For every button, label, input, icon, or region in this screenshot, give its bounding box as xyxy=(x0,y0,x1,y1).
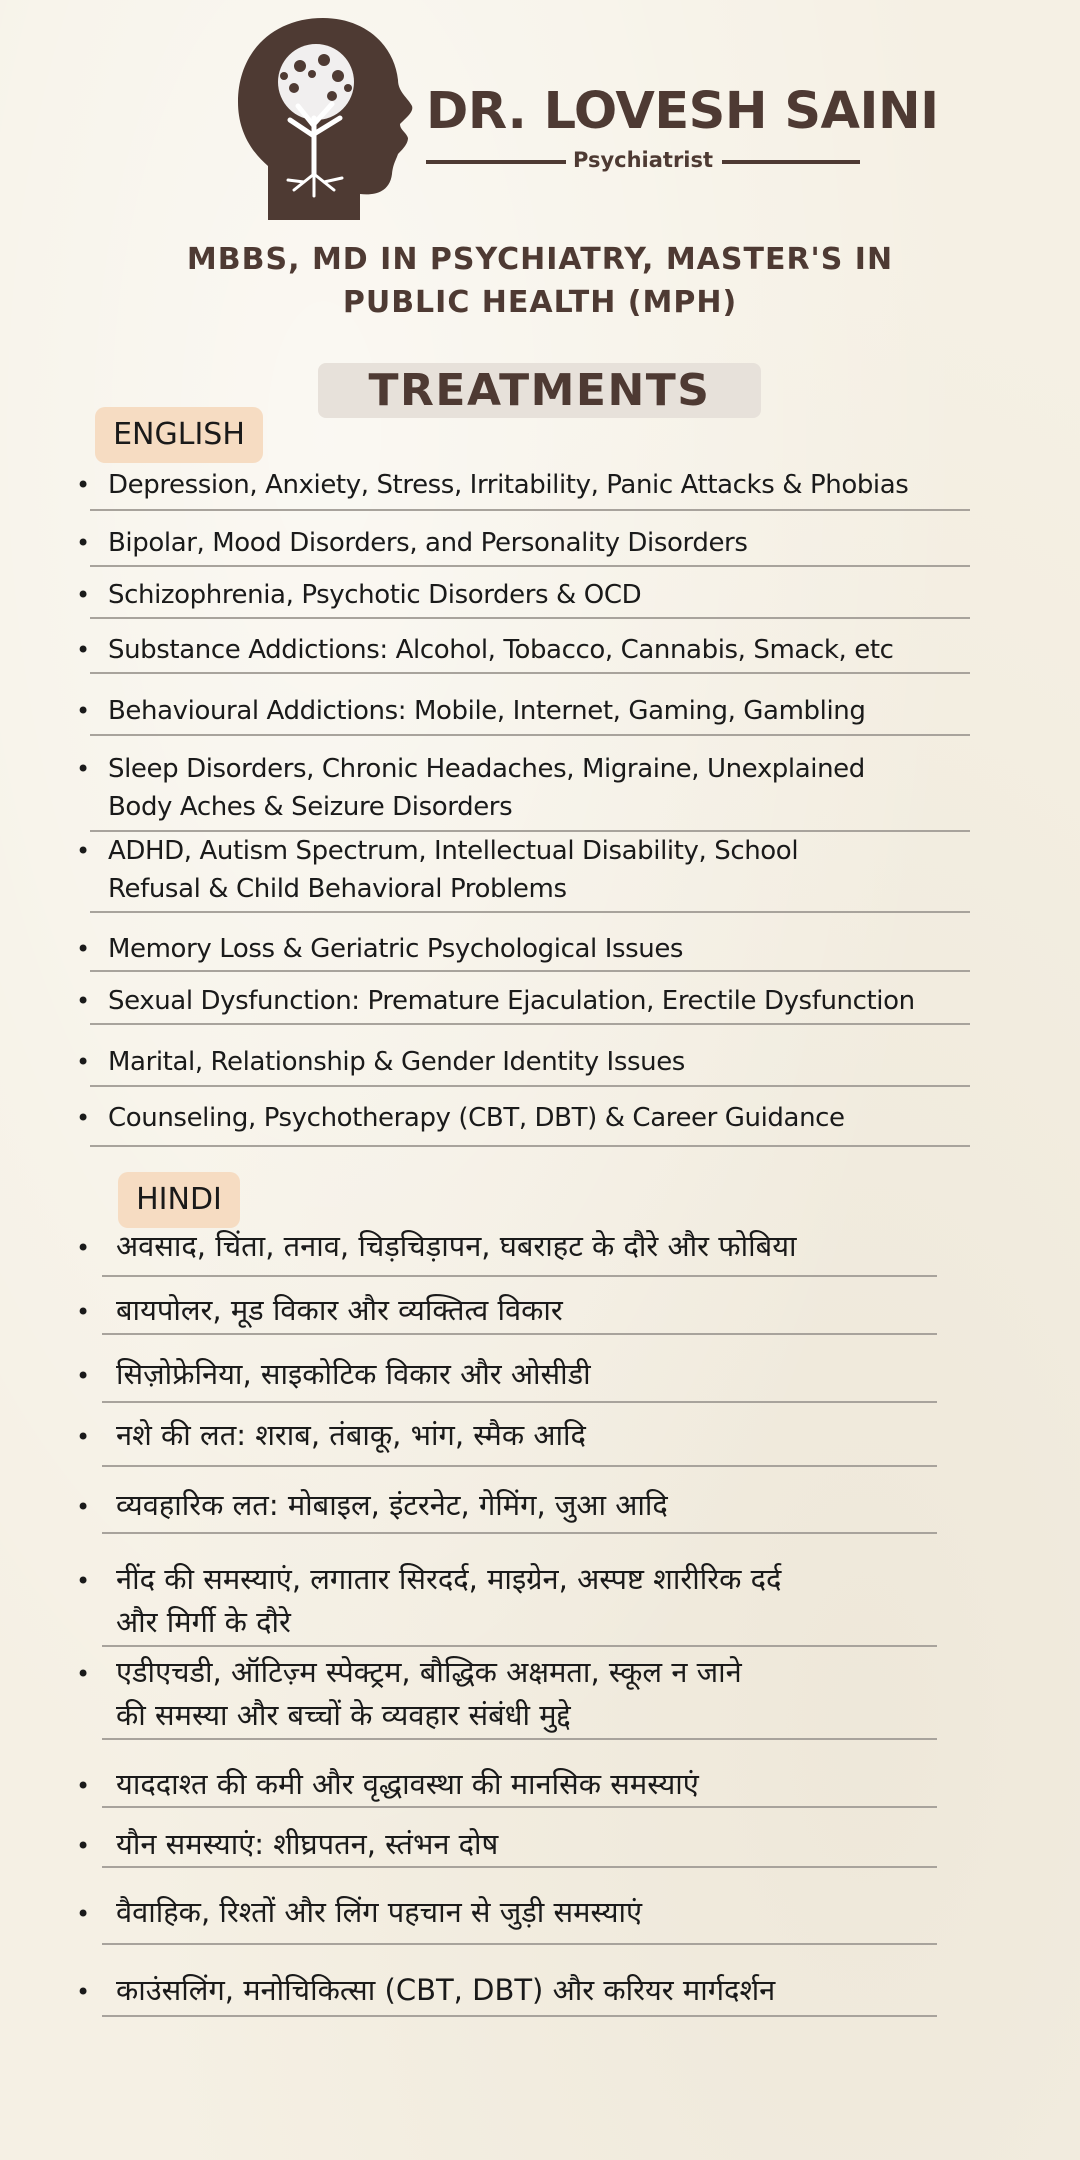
bullet-icon: • xyxy=(76,987,91,1015)
doctor-name: DR. LOVESH SAINI xyxy=(426,82,939,141)
treatment-item xyxy=(76,1891,937,1945)
bullet-icon: • xyxy=(76,1832,91,1860)
bullet-icon: • xyxy=(76,1493,91,1521)
bullet-icon: • xyxy=(76,1567,91,1595)
treatment-item xyxy=(76,692,970,736)
treatment-text: काउंसलिंग, मनोचिकित्सा (CBT, DBT) और करियर मार्गदर्शन xyxy=(116,1973,776,2007)
treatment-text: एडीएचडी, ऑटिज़्म स्पेक्ट्रम, बौद्धिक अक्षमता, स्कूल न जाने xyxy=(116,1655,742,1689)
treatment-item xyxy=(76,930,970,972)
treatment-text: नींद की समस्याएं, लगातार सिरदर्द, माइग्रेन, अस्पष्ट शारीरिक दर्द xyxy=(116,1562,782,1596)
treatment-text: Sexual Dysfunction: Premature Ejaculation, Erectile Dysfunction xyxy=(108,986,915,1016)
hindi-label: HINDI xyxy=(118,1172,240,1228)
bullet-icon: • xyxy=(76,1362,91,1390)
treatment-text: बायपोलर, मूड विकार और व्यक्तित्व विकार xyxy=(116,1293,563,1327)
treatment-item xyxy=(76,982,970,1025)
bullet-icon: • xyxy=(76,1234,91,1262)
bullet-icon: • xyxy=(76,837,91,865)
treatment-item xyxy=(76,832,970,913)
treatment-item xyxy=(76,1225,937,1277)
treatment-item xyxy=(76,1353,937,1403)
treatment-text: अवसाद, चिंता, तनाव, चिड़चिड़ापन, घबराहट के दौरे और फोबिया xyxy=(116,1229,797,1263)
treatment-item xyxy=(76,466,970,511)
qualifications xyxy=(60,238,1020,324)
treatment-text: Body Aches & Seizure Disorders xyxy=(108,792,513,822)
treatment-text: यौन समस्याएं: शीघ्रपतन, स्तंभन दोष xyxy=(116,1827,499,1861)
treatment-item xyxy=(76,1558,937,1647)
treatment-item xyxy=(76,1484,937,1534)
qualifications-line: PUBLIC HEALTH (MPH) xyxy=(342,285,738,320)
treatment-text: Bipolar, Mood Disorders, and Personality Disorders xyxy=(108,528,748,558)
english-label: ENGLISH xyxy=(95,407,263,463)
treatment-text: की समस्या और बच्चों के व्यवहार संबंधी मुद्दे xyxy=(116,1698,571,1732)
treatment-text: Behavioural Addictions: Mobile, Internet, Gaming, Gambling xyxy=(108,696,866,726)
doctor-title-text: Psychiatrist xyxy=(572,148,714,172)
bullet-icon: • xyxy=(76,1423,91,1451)
bullet-icon: • xyxy=(76,636,91,664)
treatment-text: वैवाहिक, रिश्तों और लिंग पहचान से जुड़ी समस्याएं xyxy=(116,1895,643,1929)
treatment-item xyxy=(76,1651,937,1740)
treatment-text: Substance Addictions: Alcohol, Tobacco, Cannabis, Smack, etc xyxy=(108,635,894,665)
treatment-text: याददाश्त की कमी और वृद्धावस्था की मानसिक समस्याएं xyxy=(116,1767,699,1801)
treatment-text: और मिर्गी के दौरे xyxy=(116,1605,291,1639)
bullet-icon: • xyxy=(76,755,91,783)
treatment-item xyxy=(76,524,970,567)
bullet-icon: • xyxy=(76,1772,91,1800)
bullet-icon: • xyxy=(76,935,91,963)
bullet-icon: • xyxy=(76,697,91,725)
divider xyxy=(722,160,860,164)
bullet-icon: • xyxy=(76,471,91,499)
treatment-text: Memory Loss & Geriatric Psychological Issues xyxy=(108,934,684,964)
treatment-item xyxy=(76,750,970,832)
treatment-text: Marital, Relationship & Gender Identity Issues xyxy=(108,1047,685,1077)
treatment-item xyxy=(76,1969,937,2017)
treatment-item xyxy=(76,631,970,674)
treatment-text: सिज़ोफ्रेनिया, साइकोटिक विकार और ओसीडी xyxy=(116,1357,591,1391)
treatment-item xyxy=(76,1099,970,1147)
bullet-icon: • xyxy=(76,1048,91,1076)
treatment-item xyxy=(76,1289,937,1335)
bullet-icon: • xyxy=(76,581,91,609)
treatment-text: ADHD, Autism Spectrum, Intellectual Disability, School xyxy=(108,836,799,866)
bullet-icon: • xyxy=(76,1104,91,1132)
bullet-icon: • xyxy=(76,1298,91,1326)
treatment-item xyxy=(76,1763,937,1808)
section-title-text: TREATMENTS xyxy=(368,365,711,416)
treatment-text: Schizophrenia, Psychotic Disorders & OCD xyxy=(108,580,642,610)
treatment-text: Counseling, Psychotherapy (CBT, DBT) & Career Guidance xyxy=(108,1103,845,1133)
bullet-icon: • xyxy=(76,1978,91,2006)
treatment-item xyxy=(76,576,970,619)
treatment-item xyxy=(76,1043,970,1087)
treatment-text: व्यवहारिक लत: मोबाइल, इंटरनेट, गेमिंग, जुआ आदि xyxy=(116,1488,668,1522)
doctor-title xyxy=(426,146,860,174)
treatment-text: Refusal & Child Behavioral Problems xyxy=(108,874,567,904)
treatment-item xyxy=(76,1414,937,1467)
treatment-item xyxy=(76,1823,937,1868)
qualifications-line: MBBS, MD IN PSYCHIATRY, MASTER'S IN xyxy=(186,242,894,277)
treatment-text: Depression, Anxiety, Stress, Irritability, Panic Attacks & Phobias xyxy=(108,470,909,500)
section-title xyxy=(318,363,761,418)
bullet-icon: • xyxy=(76,1660,91,1688)
bullet-icon: • xyxy=(76,1900,91,1928)
head-tree-logo-icon xyxy=(228,14,418,224)
header xyxy=(0,0,1080,235)
bullet-icon: • xyxy=(76,529,91,557)
treatment-text: Sleep Disorders, Chronic Headaches, Migraine, Unexplained xyxy=(108,754,865,784)
treatment-text: नशे की लत: शराब, तंबाकू, भांग, स्मैक आदि xyxy=(116,1418,586,1452)
